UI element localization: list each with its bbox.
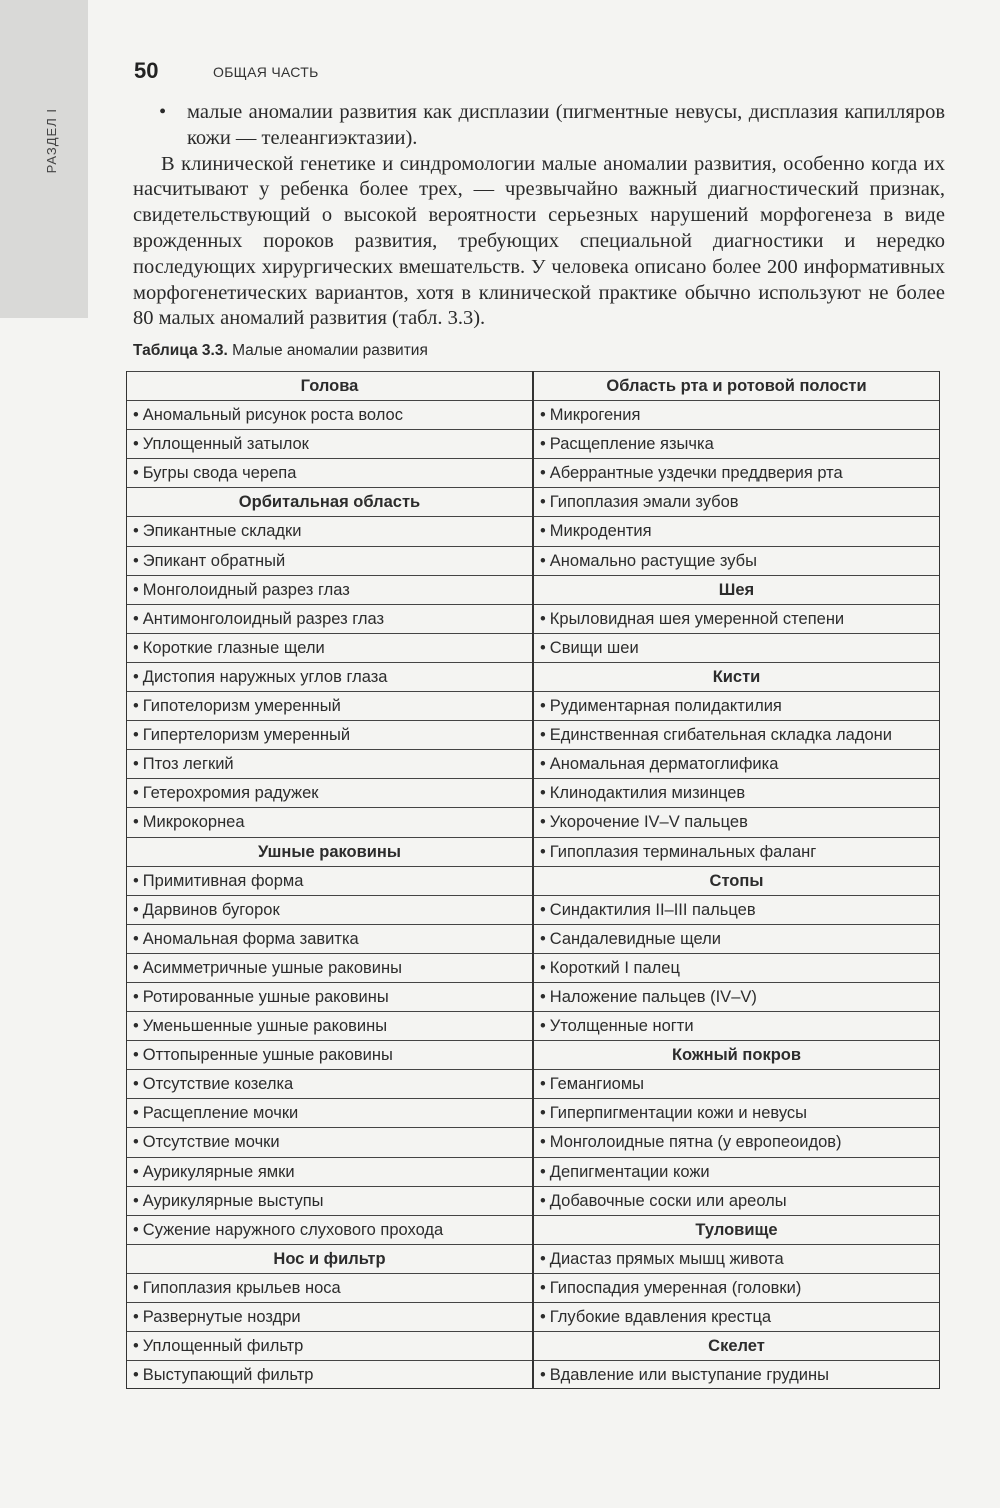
table-row bbox=[127, 633, 532, 662]
row-text: Бугры свода черепа bbox=[142, 464, 297, 483]
table-row bbox=[127, 662, 532, 691]
bullet-icon: • bbox=[133, 871, 139, 890]
bullet-icon: • bbox=[159, 101, 167, 123]
body-text bbox=[133, 100, 945, 332]
table-caption-number: Таблица 3.3. bbox=[133, 342, 228, 359]
bullet-icon: • bbox=[133, 1075, 139, 1094]
table-row bbox=[127, 1273, 532, 1302]
table-row bbox=[534, 1157, 939, 1186]
bullet-icon: • bbox=[133, 609, 139, 628]
table-row bbox=[127, 400, 532, 429]
row-text: Сужение наружного слухового прохода bbox=[142, 1220, 444, 1239]
row-text: Вдавление или выступание грудины bbox=[549, 1366, 829, 1385]
bullet-icon: • bbox=[133, 551, 139, 570]
table-row bbox=[127, 924, 532, 953]
row-text: Микрогения bbox=[549, 406, 641, 425]
table-row bbox=[534, 1127, 939, 1156]
section-header-text: Туловище bbox=[695, 1220, 778, 1239]
row-text: Гипотелоризм умеренный bbox=[142, 697, 341, 716]
table-row bbox=[534, 807, 939, 836]
table-row bbox=[127, 1331, 532, 1360]
section-header-text: Стопы bbox=[709, 871, 764, 890]
row-text: Микрокорнеа bbox=[142, 813, 245, 832]
row-text: Глубокие вдавления крестца bbox=[549, 1308, 772, 1326]
table-row bbox=[534, 982, 939, 1011]
bullet-icon: • bbox=[133, 958, 139, 977]
row-text: Аномальная форма завитка bbox=[142, 929, 359, 948]
bullet-icon: • bbox=[540, 784, 546, 803]
row-text: Дарвинов бугорок bbox=[142, 900, 280, 919]
row-text: Добавочные соски или ареолы bbox=[549, 1191, 787, 1210]
table-row bbox=[534, 1273, 939, 1302]
row-text: Диастаз прямых мышц живота bbox=[549, 1249, 784, 1268]
row-text: Аномально растущие зубы bbox=[549, 551, 757, 570]
bullet-icon: • bbox=[540, 929, 546, 948]
row-text: Клинодактилия мизинцев bbox=[549, 784, 746, 803]
section-header-text: Ушные раковины bbox=[258, 842, 401, 861]
row-text: Уменьшенные ушные раковины bbox=[142, 1017, 388, 1036]
table-row bbox=[127, 778, 532, 807]
table-row bbox=[127, 1011, 532, 1040]
row-text: Эпикант обратный bbox=[142, 551, 286, 570]
table-row bbox=[127, 604, 532, 633]
table-column-right bbox=[533, 371, 940, 1389]
table-row bbox=[534, 1302, 939, 1331]
section-sidebar bbox=[0, 0, 88, 318]
table-section-header bbox=[534, 1215, 939, 1244]
row-text: Синдактилия II–III пальцев bbox=[549, 900, 756, 919]
row-text: Аурикулярные выступы bbox=[142, 1191, 324, 1210]
table-section-header bbox=[534, 866, 939, 895]
row-text: Уплощенный фильтр bbox=[142, 1337, 304, 1356]
row-text: Свищи шеи bbox=[549, 638, 639, 657]
bullet-icon: • bbox=[133, 1162, 139, 1181]
running-head: ОБЩАЯ ЧАСТЬ bbox=[213, 64, 319, 80]
bullet-icon: • bbox=[540, 813, 546, 832]
body-paragraph: В клинической генетике и синдромологии малые аномалии развития, особенно когда их насчитывают у ребенка более трех, — чрезвычайно важный диагностический признак, свидетельствующий о высокой вероятности серьезных нарушений морфогенеза в виде врожденных пороков развития, требующих специальной диагностики и нередко последующих хирургических вмешательств. У человека описано более 200 информативных морфогенетических вариантов, хотя в клинической практике обычно используют не более 80 малых аномалий развития (табл. 3.3). bbox=[133, 152, 945, 330]
table-section-header bbox=[127, 1244, 532, 1273]
row-text: Асимметричные ушные раковины bbox=[142, 958, 402, 977]
table-row bbox=[534, 895, 939, 924]
row-text: Утолщенные ногти bbox=[549, 1017, 694, 1036]
table-row bbox=[127, 429, 532, 458]
table-column-left bbox=[126, 371, 533, 1389]
bullet-paragraph bbox=[133, 100, 945, 152]
table-row bbox=[534, 429, 939, 458]
table-row bbox=[127, 953, 532, 982]
row-text: Уплощенный затылок bbox=[142, 435, 309, 454]
row-text: Крыловидная шея умеренной степени bbox=[549, 609, 845, 628]
row-text: Короткий I палец bbox=[549, 958, 680, 977]
bullet-icon: • bbox=[540, 1278, 546, 1297]
row-text: Гипертелоризм умеренный bbox=[142, 726, 351, 745]
section-label: РАЗДЕЛ I bbox=[44, 108, 59, 174]
bullet-icon: • bbox=[540, 987, 546, 1006]
bullet-icon: • bbox=[540, 900, 546, 919]
bullet-icon: • bbox=[133, 813, 139, 832]
row-text: Отсутствие мочки bbox=[142, 1133, 280, 1152]
bullet-icon: • bbox=[540, 1366, 546, 1385]
section-header-text: Нос и фильтр bbox=[273, 1249, 386, 1268]
table-row bbox=[127, 866, 532, 895]
table-row bbox=[127, 1098, 532, 1127]
bullet-icon: • bbox=[133, 929, 139, 948]
table-row bbox=[127, 575, 532, 604]
page-number: 50 bbox=[134, 58, 159, 83]
table-row bbox=[534, 1069, 939, 1098]
bullet-icon: • bbox=[540, 1249, 546, 1268]
bullet-icon: • bbox=[540, 726, 546, 745]
bullet-icon: • bbox=[133, 784, 139, 803]
bullet-icon: • bbox=[133, 1278, 139, 1297]
bullet-icon: • bbox=[133, 1017, 139, 1036]
section-header-text: Кожный покров bbox=[671, 1046, 802, 1065]
section-header-text: Орбитальная область bbox=[238, 493, 421, 512]
bullet-icon: • bbox=[133, 1308, 139, 1326]
row-text: Монголоидный разрез глаз bbox=[142, 580, 350, 599]
bullet-icon: • bbox=[133, 755, 139, 774]
table-row bbox=[534, 720, 939, 749]
row-text: Наложение пальцев (IV–V) bbox=[549, 987, 757, 1006]
row-text: Короткие глазные щели bbox=[142, 638, 325, 657]
row-text: Отсутствие козелка bbox=[142, 1075, 294, 1094]
bullet-icon: • bbox=[540, 1308, 546, 1326]
bullet-icon: • bbox=[540, 493, 546, 512]
anomalies-table bbox=[126, 371, 940, 1389]
section-header-text: Скелет bbox=[708, 1337, 765, 1356]
table-row bbox=[127, 1127, 532, 1156]
bullet-icon: • bbox=[540, 958, 546, 977]
row-text: Выступающий фильтр bbox=[142, 1366, 314, 1385]
table-row bbox=[127, 1360, 532, 1389]
bullet-icon: • bbox=[540, 1191, 546, 1210]
row-text: Гипоплазия терминальных фаланг bbox=[549, 842, 817, 861]
table-caption bbox=[133, 342, 428, 360]
section-header-text: Голова bbox=[300, 377, 359, 395]
row-text: Аномальный рисунок роста волос bbox=[142, 406, 403, 425]
table-row bbox=[534, 953, 939, 982]
bullet-icon: • bbox=[133, 987, 139, 1006]
bullet-icon: • bbox=[133, 522, 139, 541]
bullet-icon: • bbox=[133, 1046, 139, 1065]
row-text: Гиперпигментации кожи и невусы bbox=[549, 1104, 808, 1123]
table-row bbox=[127, 1069, 532, 1098]
row-text: Расщепление мочки bbox=[142, 1104, 299, 1123]
table-row bbox=[534, 458, 939, 487]
table-section-header bbox=[127, 487, 532, 516]
table-row bbox=[127, 546, 532, 575]
table-row bbox=[534, 487, 939, 516]
row-text: Гипоплазия крыльев носа bbox=[142, 1278, 341, 1297]
bullet-icon: • bbox=[540, 522, 546, 541]
table-row bbox=[534, 837, 939, 866]
row-text: Аномальная дерматоглифика bbox=[549, 755, 779, 774]
table-row bbox=[534, 1186, 939, 1215]
bullet-icon: • bbox=[133, 726, 139, 745]
bullet-icon: • bbox=[540, 464, 546, 483]
bullet-icon: • bbox=[133, 435, 139, 454]
table-row bbox=[127, 516, 532, 545]
bullet-icon: • bbox=[133, 464, 139, 483]
table-row bbox=[534, 1360, 939, 1389]
table-row bbox=[534, 604, 939, 633]
table-row bbox=[127, 807, 532, 836]
table-row bbox=[127, 1215, 532, 1244]
table-row bbox=[127, 982, 532, 1011]
row-text: Монголоидные пятна (у европеоидов) bbox=[549, 1133, 842, 1152]
table-row bbox=[127, 1040, 532, 1069]
row-text: Рудиментарная полидактилия bbox=[549, 697, 782, 716]
bullet-icon: • bbox=[133, 580, 139, 599]
bullet-icon: • bbox=[133, 1133, 139, 1152]
table-row bbox=[534, 516, 939, 545]
row-text: Эпикантные складки bbox=[142, 522, 302, 541]
table-row bbox=[127, 1186, 532, 1215]
table-row bbox=[127, 458, 532, 487]
bullet-icon: • bbox=[133, 697, 139, 716]
bullet-icon: • bbox=[133, 1104, 139, 1123]
bullet-icon: • bbox=[540, 1075, 546, 1094]
bullet-icon: • bbox=[540, 1104, 546, 1123]
table-row bbox=[534, 400, 939, 429]
table-section-header bbox=[534, 1040, 939, 1069]
bullet-icon: • bbox=[540, 638, 546, 657]
row-text: Развернутые ноздри bbox=[142, 1308, 301, 1326]
table-section-header bbox=[534, 1331, 939, 1360]
bullet-icon: • bbox=[540, 1133, 546, 1152]
section-header-text: Кисти bbox=[712, 667, 761, 686]
bullet-text: малые аномалии развития как дисплазии (пигментные невусы, дисплазия капилляров кожи — телеангиэктазии). bbox=[187, 101, 945, 149]
bullet-icon: • bbox=[540, 406, 546, 425]
section-header-text: Область рта и ротовой полости bbox=[606, 377, 867, 395]
table-row bbox=[534, 749, 939, 778]
bullet-icon: • bbox=[540, 697, 546, 716]
row-text: Гемангиомы bbox=[549, 1075, 645, 1094]
row-text: Аурикулярные ямки bbox=[142, 1162, 295, 1181]
table-section-header bbox=[534, 371, 939, 400]
row-text: Оттопыренные ушные раковины bbox=[142, 1046, 393, 1065]
table-section-header bbox=[534, 662, 939, 691]
row-text: Укорочение IV–V пальцев bbox=[549, 813, 748, 832]
table-row bbox=[534, 1244, 939, 1273]
table-row bbox=[534, 1011, 939, 1040]
table-row bbox=[534, 691, 939, 720]
bullet-icon: • bbox=[540, 609, 546, 628]
bullet-icon: • bbox=[540, 1162, 546, 1181]
row-text: Сандалевидные щели bbox=[549, 929, 721, 948]
table-section-header bbox=[534, 575, 939, 604]
table-row bbox=[127, 749, 532, 778]
row-text: Аберрантные уздечки преддверия рта bbox=[549, 464, 843, 483]
row-text: Дистопия наружных углов глаза bbox=[142, 667, 388, 686]
table-row bbox=[534, 633, 939, 662]
table-row bbox=[534, 1098, 939, 1127]
row-text: Гетерохромия радужек bbox=[142, 784, 319, 803]
bullet-icon: • bbox=[133, 900, 139, 919]
row-text: Расщепление язычка bbox=[549, 435, 714, 454]
table-row bbox=[534, 546, 939, 575]
table-row bbox=[127, 1157, 532, 1186]
row-text: Гипоплазия эмали зубов bbox=[549, 493, 739, 512]
table-row bbox=[534, 778, 939, 807]
row-text: Микродентия bbox=[549, 522, 652, 541]
bullet-icon: • bbox=[540, 755, 546, 774]
bullet-icon: • bbox=[133, 1366, 139, 1385]
table-row bbox=[127, 691, 532, 720]
row-text: Птоз легкий bbox=[142, 755, 234, 774]
table-caption-title: Малые аномалии развития bbox=[232, 342, 428, 359]
row-text: Депигментации кожи bbox=[549, 1162, 710, 1181]
table-row bbox=[127, 895, 532, 924]
section-header-text: Шея bbox=[718, 580, 755, 599]
table-section-header bbox=[127, 837, 532, 866]
bullet-icon: • bbox=[540, 842, 546, 861]
table-row bbox=[534, 924, 939, 953]
table-row bbox=[127, 720, 532, 749]
row-text: Примитивная форма bbox=[142, 871, 304, 890]
row-text: Гипоспадия умеренная (головки) bbox=[549, 1278, 802, 1297]
bullet-icon: • bbox=[133, 1220, 139, 1239]
row-text: Единственная сгибательная складка ладони bbox=[549, 726, 892, 745]
row-text: Антимонголоидный разрез глаз bbox=[142, 609, 385, 628]
table-section-header bbox=[127, 371, 532, 400]
bullet-icon: • bbox=[540, 1017, 546, 1036]
bullet-icon: • bbox=[133, 406, 139, 425]
bullet-icon: • bbox=[133, 667, 139, 686]
table-row bbox=[127, 1302, 532, 1331]
bullet-icon: • bbox=[540, 551, 546, 570]
bullet-icon: • bbox=[133, 1337, 139, 1356]
bullet-icon: • bbox=[540, 435, 546, 454]
bullet-icon: • bbox=[133, 638, 139, 657]
bullet-icon: • bbox=[133, 1191, 139, 1210]
row-text: Ротированные ушные раковины bbox=[142, 987, 389, 1006]
